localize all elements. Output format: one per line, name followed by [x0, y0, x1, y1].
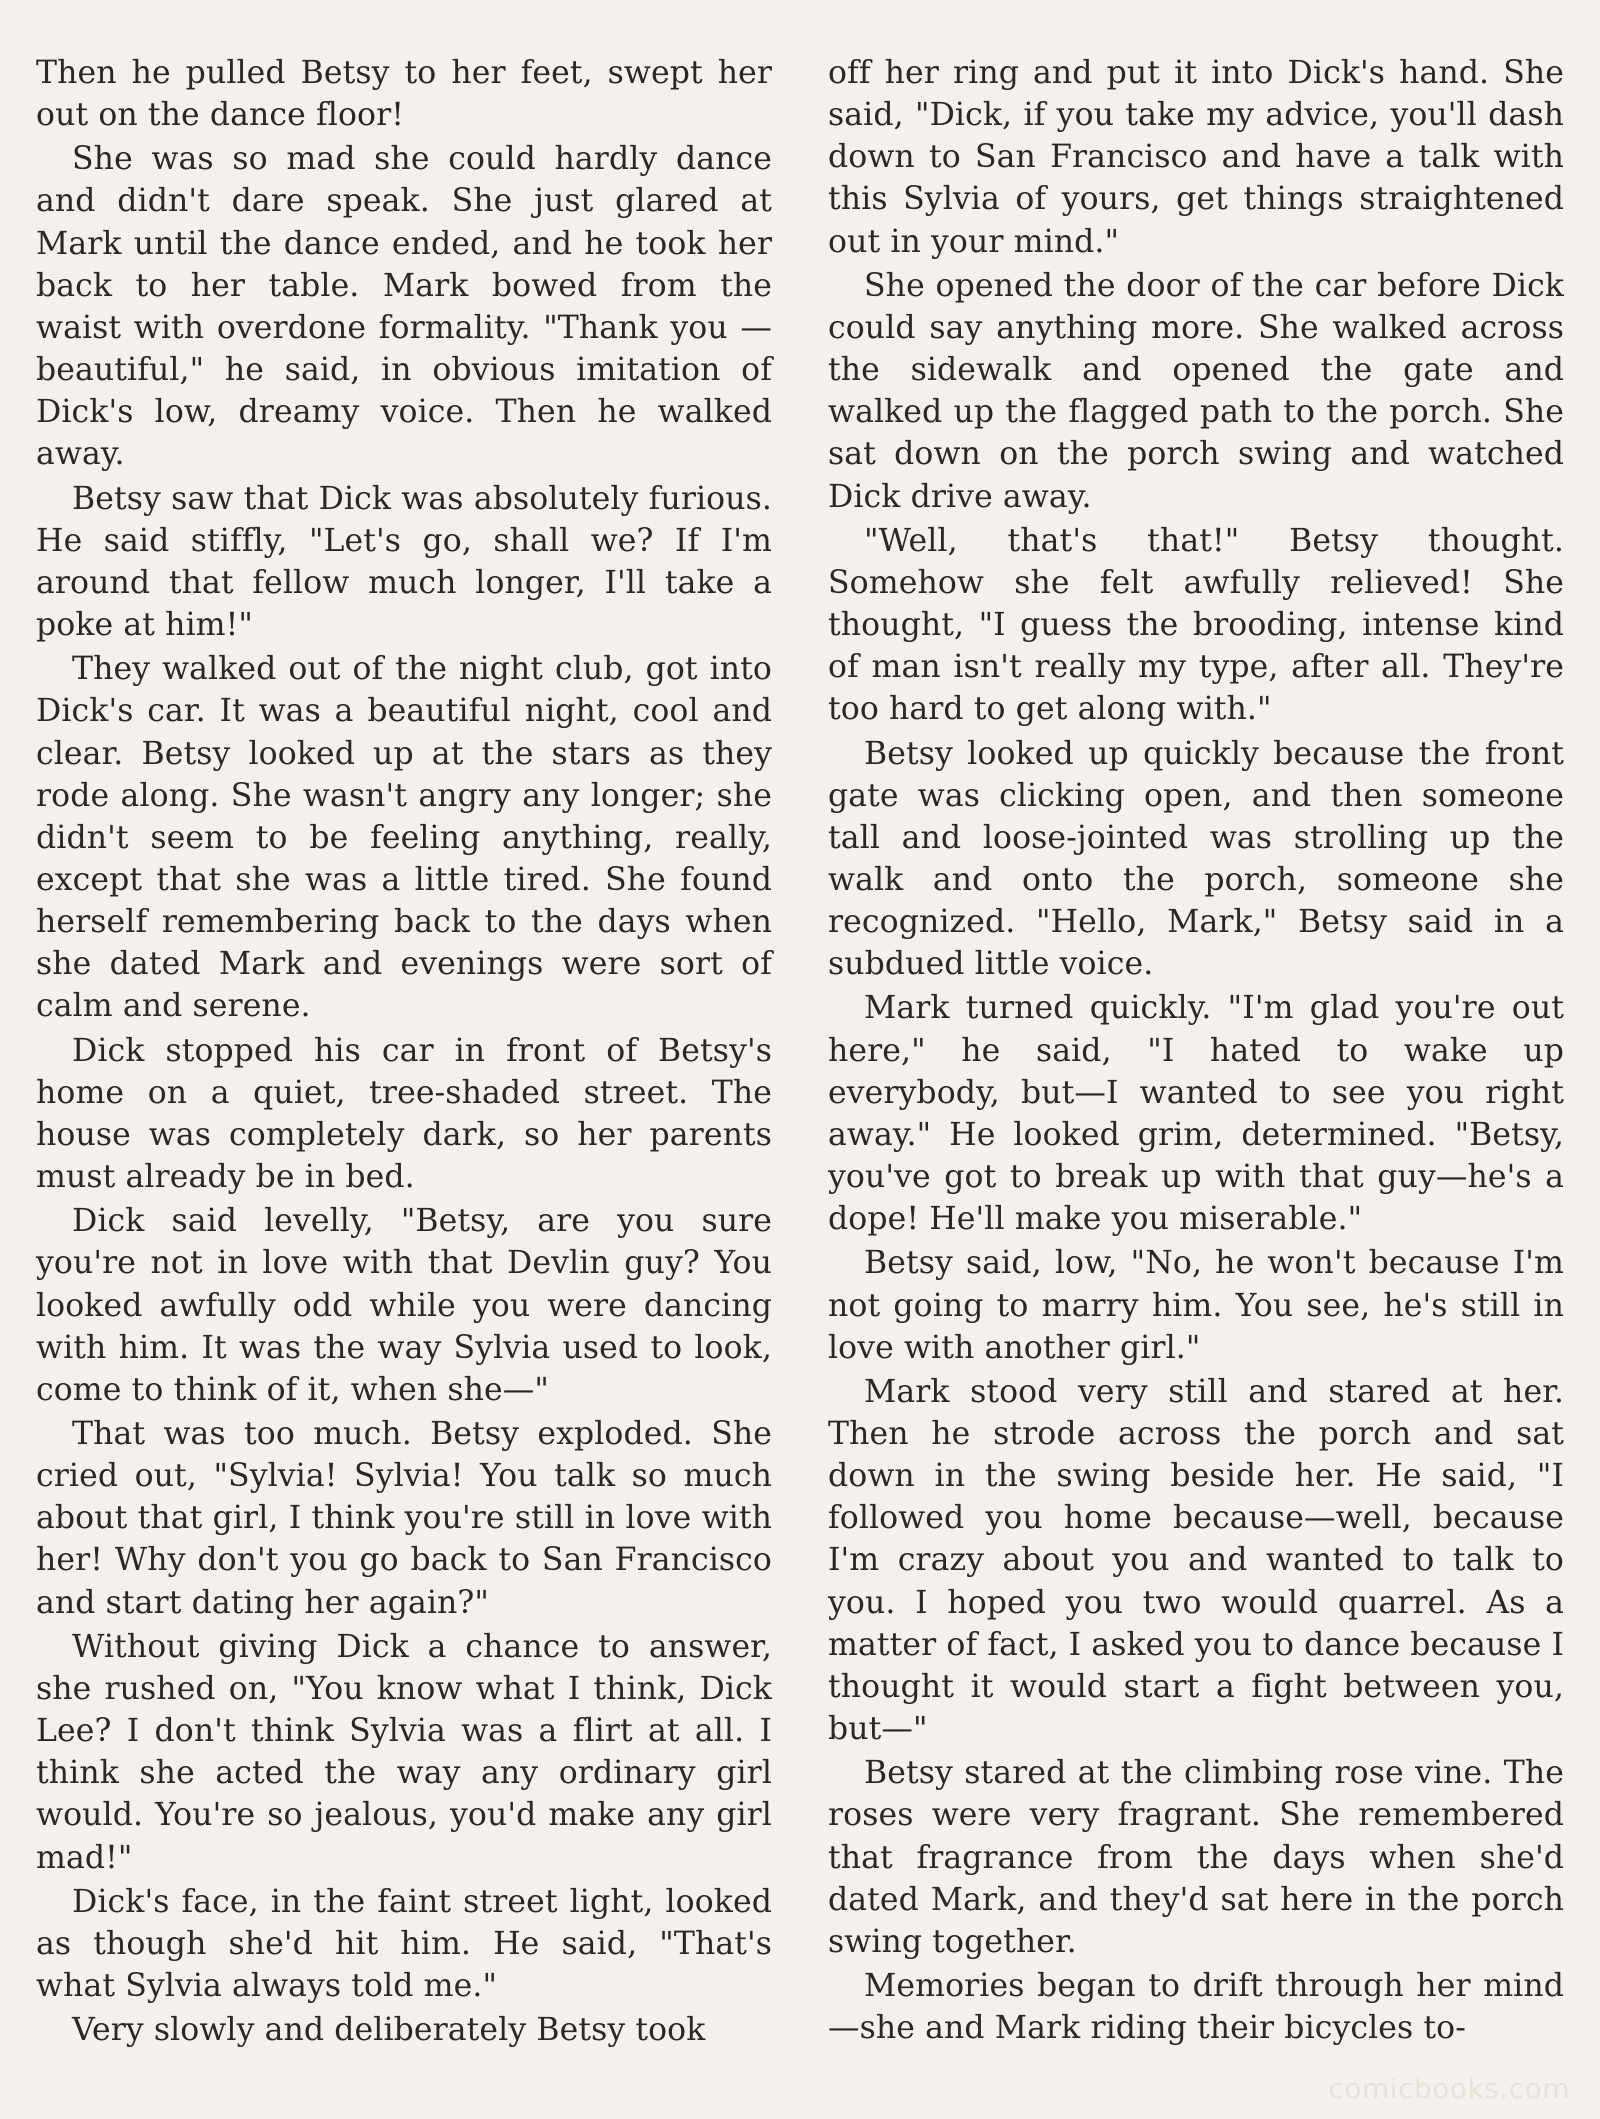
paragraph: They walked out of the night club, got into Dick's car. It was a beautiful night, cool and clear. Betsy looked up at the stars as they rode along. She wasn't angry any longer; she didn't seem to be feeling anything, really, except that she was a little tired. She found herself remembering back to the days when she dated Mark and evenings were sort of calm and serene.	[36, 651, 772, 1025]
paragraph: Very slowly and deliberately Betsy took	[72, 2012, 706, 2049]
paragraph: "Well, that's that!" Betsy thought. Somehow she felt awfully relieved! She thought, "I guess the brooding, intense kind of man isn't really my type, after all. They're too hard to get along with."	[828, 522, 1564, 728]
paragraph: off her ring and put it into Dick's hand. She said, "Dick, if you take my advice, you'll dash down to San Francisco and have a talk with this Sylvia of yours, get things straightened out in your mind."	[828, 55, 1564, 260]
paragraph: Mark turned quickly. "I'm glad you're out here," he said, "I hated to wake up everybody, but—I wanted to see you right away." He looked grim, determined. "Betsy, you've got to break up with that guy—he's a dope! He'll make you miserable."	[828, 990, 1564, 1238]
left-text-column	[36, 52, 772, 2051]
watermark: comicbooks.com	[1328, 2072, 1570, 2105]
paragraph: Betsy stared at the climbing rose vine. The roses were very fragrant. She remembered that fragrance from the days when she'd dated Mark, and they'd sat here in the porch swing together.	[828, 1755, 1564, 1960]
paragraph: Mark stood very still and stared at her. Then he strode across the porch and sat down in the swing beside her. He said, "I followed you home because—well, because I'm crazy about you and wanted to talk to you. I hoped you two would quarrel. As a matter of fact, I asked you to dance because I thought it would start a fight between you, but—"	[828, 1373, 1564, 1748]
paragraph: Dick said levelly, "Betsy, are you sure you're not in love with that Devlin guy? You looked awfully odd while you were dancing with him. It was the way Sylvia used to look, come to think of it, when she—"	[36, 1203, 772, 1408]
paragraph: Betsy said, low, "No, he won't because I'm not going to marry him. You see, he's still in love with another girl."	[828, 1245, 1564, 1366]
paragraph: That was too much. Betsy exploded. She cried out, "Sylvia! Sylvia! You talk so much about that girl, I think you're still in love with her! Why don't you go back to San Francisco and start dating her again?"	[36, 1416, 772, 1621]
paragraph: Without giving Dick a chance to answer, she rushed on, "You know what I think, Dick Lee? I don't think Sylvia was a flirt at all. I think she acted the way any ordinary girl would. You're so jealous, you'd make any girl mad!"	[36, 1628, 772, 1876]
paragraph: She was so mad she could hardly dance and didn't dare speak. She just glared at Mark until the dance ended, and he took her back to her table. Mark bowed from the waist with overdone formality. "Thank you —beautiful," he said, in obvious imitation of Dick's low, dreamy voice. Then he walked away.	[36, 141, 772, 473]
paragraph: She opened the door of the car before Dick could say anything more. She walked across the sidewalk and opened the gate and walked up the flagged path to the porch. She sat down on the porch swing and watched Dick drive away.	[828, 267, 1564, 515]
paragraph: Memories began to drift through her mind—she and Mark riding their bicycles to-	[828, 1968, 1564, 2047]
paragraph: Betsy saw that Dick was absolutely furious. He said stiffly, "Let's go, shall we? If I'm around that fellow much longer, I'll take a poke at him!"	[36, 480, 772, 644]
paragraph: Then he pulled Betsy to her feet, swept her out on the dance floor!	[36, 55, 772, 134]
paragraph: Dick's face, in the faint street light, looked as though she'd hit him. He said, "That's what Sylvia always told me."	[36, 1883, 772, 2005]
right-text-column	[828, 52, 1564, 2049]
paragraph: Betsy looked up quickly because the front gate was clicking open, and then someone tall and loose-jointed was strolling up the walk and onto the porch, someone she recognized. "Hello, Mark," Betsy said in a subdued little voice.	[828, 735, 1564, 983]
paragraph: Dick stopped his car in front of Betsy's home on a quiet, tree-shaded street. The house was completely dark, so her parents must already be in bed.	[36, 1032, 772, 1196]
